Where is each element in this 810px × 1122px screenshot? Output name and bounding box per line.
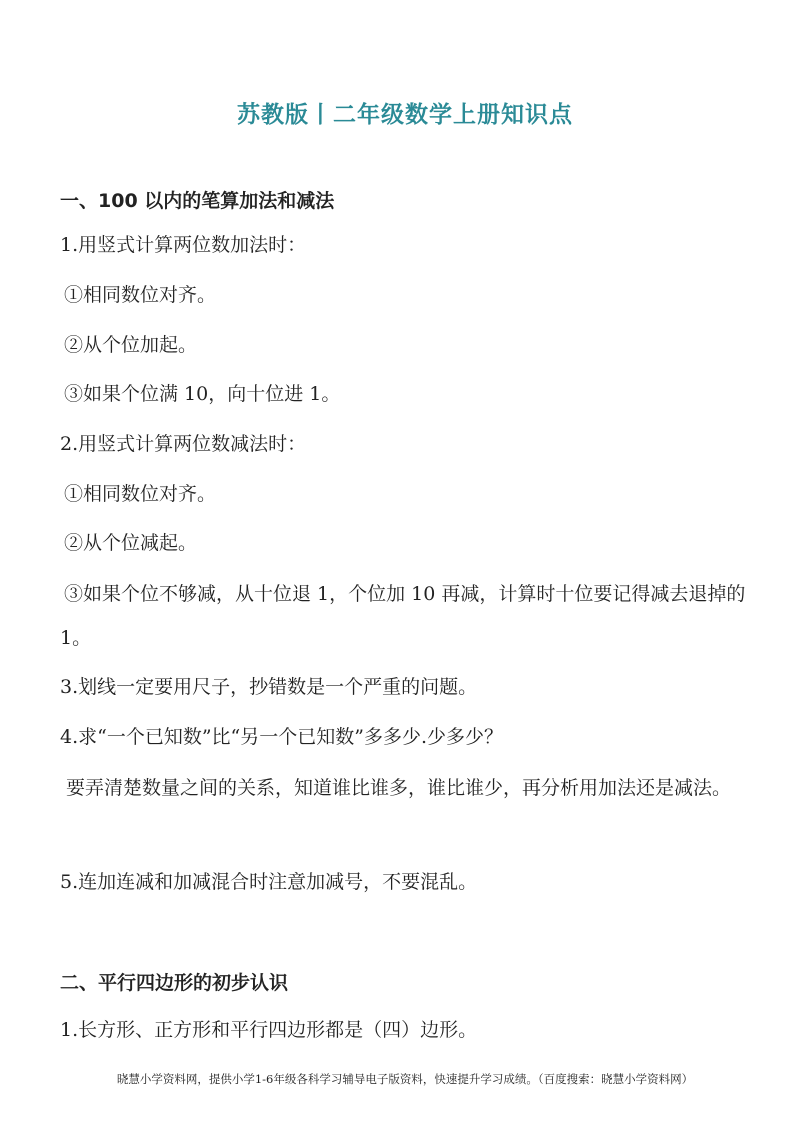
page-title: 苏教版丨二年级数学上册知识点 <box>237 102 573 128</box>
page-footer: 晓慧小学资料网，提供小学1-6年级各科学习辅导电子版资料，快速提升学习成绩。（百度搜索：晓慧小学资料网） <box>116 1072 694 1086</box>
paragraph-line: 1.用竖式计算两位数加法时： <box>60 234 307 256</box>
paragraph-line: ①相同数位对齐。 <box>64 284 217 306</box>
paragraph-line: 要弄清楚数量之间的关系，知道谁比谁多，谁比谁少，再分析用加法还是减法。 <box>66 777 732 799</box>
paragraph-line: 5.连加连减和加减混合时注意加减号，不要混乱。 <box>60 871 478 893</box>
paragraph-line: ③如果个位满 10，向十位进 1。 <box>64 383 341 405</box>
paragraph-line: ②从个位加起。 <box>64 334 198 356</box>
paragraph-line: ③如果个位不够减，从十位退 1，个位加 10 再减，计算时十位要记得减去退掉的 1。 <box>60 583 746 649</box>
paragraph-line: 3.划线一定要用尺子，抄错数是一个严重的问题。 <box>60 676 478 698</box>
paragraph-line: 4.求“一个已知数”比“另一个已知数”多多少.少多少？ <box>60 726 504 748</box>
paragraph-line: 2.用竖式计算两位数减法时： <box>60 433 307 455</box>
section-heading-2: 二、平行四边形的初步认识 <box>60 972 289 994</box>
paragraph-line: 1.长方形、正方形和平行四边形都是（四）边形。 <box>60 1019 478 1041</box>
paragraph-line: ①相同数位对齐。 <box>64 483 217 505</box>
section-heading-1: 一、100 以内的笔算加法和减法 <box>60 190 335 212</box>
paragraph-line: ②从个位减起。 <box>64 532 198 554</box>
